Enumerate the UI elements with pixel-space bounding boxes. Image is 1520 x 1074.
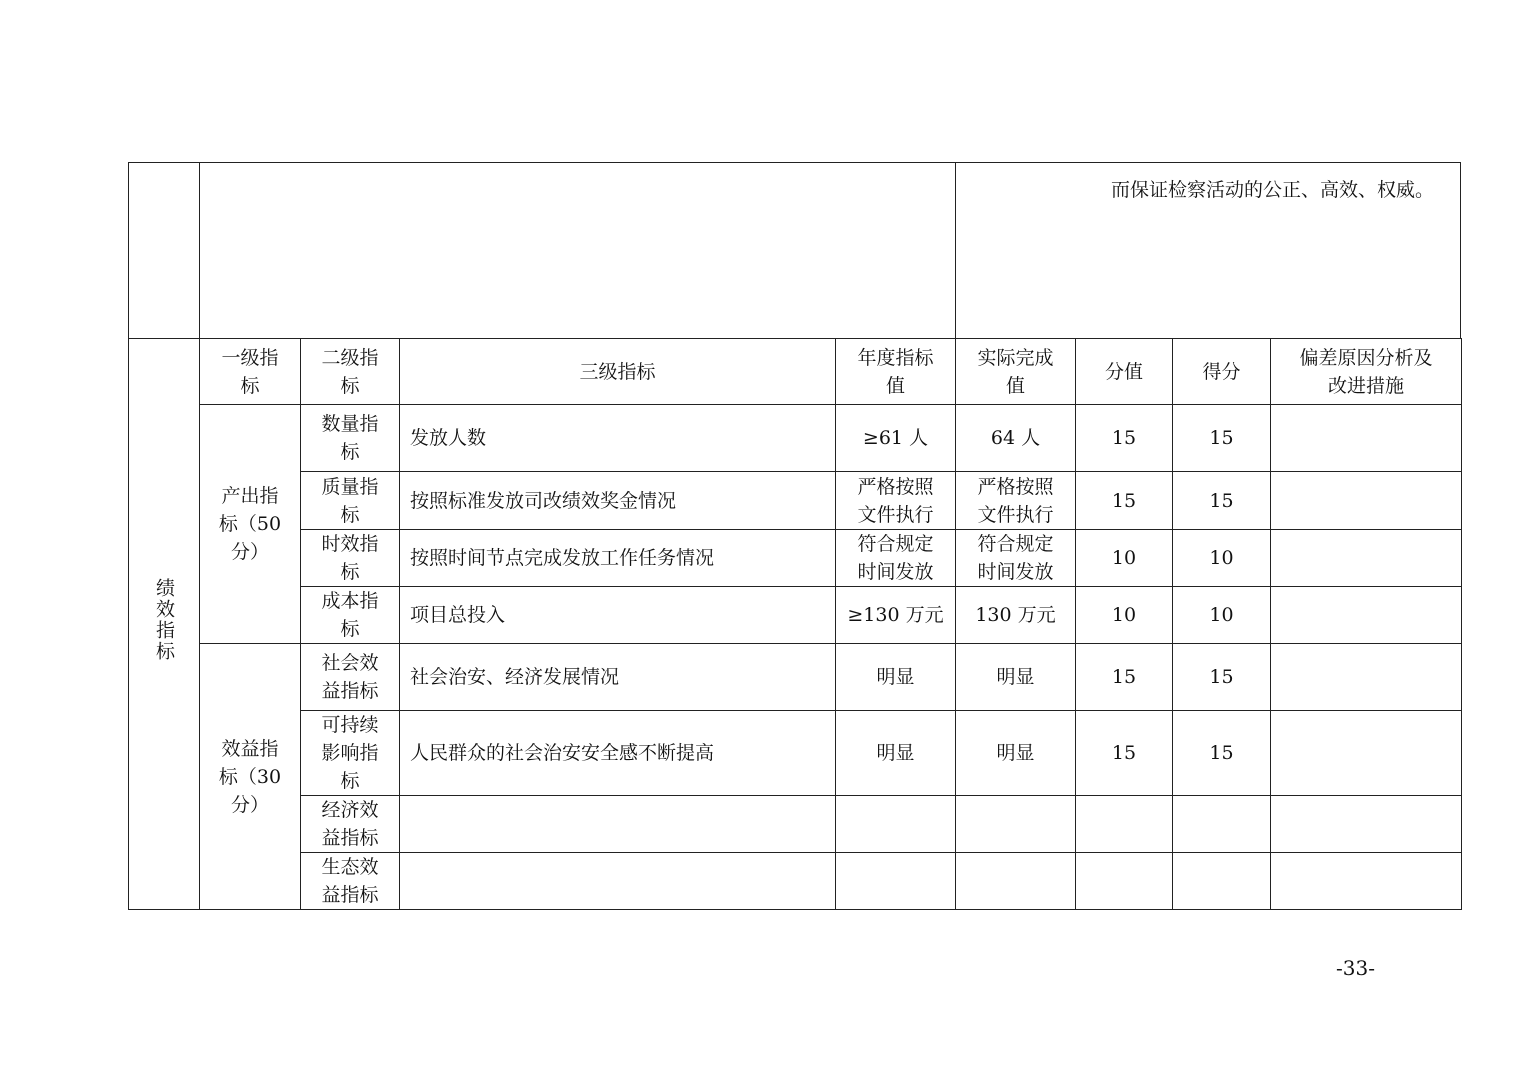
group-label-benefit: 效益指 标（30 分） — [200, 644, 301, 910]
actual-cell: 明显 — [956, 711, 1076, 796]
page-number: -33- — [1336, 956, 1375, 980]
level2-cell: 可持续 影响指 标 — [301, 711, 400, 796]
continuation-text: 而保证检察活动的公正、高效、权威。 — [1110, 179, 1434, 201]
header-score: 得分 — [1173, 339, 1271, 405]
weight-cell: 10 — [1076, 587, 1173, 644]
performance-indicator-table — [128, 338, 1462, 910]
deviation-cell — [1271, 472, 1462, 530]
level2-cell: 成本指 标 — [301, 587, 400, 644]
header-weight: 分值 — [1076, 339, 1173, 405]
table-row — [129, 796, 1462, 853]
weight-cell — [1076, 796, 1173, 853]
score-cell: 10 — [1173, 530, 1271, 587]
actual-cell: 64 人 — [956, 405, 1076, 472]
annual-target-cell: 明显 — [836, 644, 956, 711]
section-label-cell — [129, 339, 200, 910]
level2-cell: 社会效 益指标 — [301, 644, 400, 711]
deviation-cell — [1271, 644, 1462, 711]
deviation-cell — [1271, 853, 1462, 910]
score-cell: 15 — [1173, 405, 1271, 472]
table-row — [129, 644, 1462, 711]
level2-cell: 时效指 标 — [301, 530, 400, 587]
section-label: 绩效指标 — [153, 578, 175, 662]
deviation-cell — [1271, 587, 1462, 644]
level3-cell: 人民群众的社会治安安全感不断提高 — [400, 711, 836, 796]
weight-cell: 10 — [1076, 530, 1173, 587]
actual-cell — [956, 796, 1076, 853]
weight-cell: 15 — [1076, 644, 1173, 711]
annual-target-cell — [836, 796, 956, 853]
level3-cell: 社会治安、经济发展情况 — [400, 644, 836, 711]
header-level1: 一级指 标 — [200, 339, 301, 405]
actual-cell: 130 万元 — [956, 587, 1076, 644]
level3-cell: 按照标准发放司改绩效奖金情况 — [400, 472, 836, 530]
divider — [199, 163, 200, 338]
level2-cell: 经济效 益指标 — [301, 796, 400, 853]
annual-target-cell — [836, 853, 956, 910]
table-row — [129, 853, 1462, 910]
score-cell: 15 — [1173, 644, 1271, 711]
level2-cell: 数量指 标 — [301, 405, 400, 472]
annual-target-cell: ≥130 万元 — [836, 587, 956, 644]
actual-cell: 符合规定 时间发放 — [956, 530, 1076, 587]
actual-cell: 明显 — [956, 644, 1076, 711]
header-deviation: 偏差原因分析及 改进措施 — [1271, 339, 1462, 405]
deviation-cell — [1271, 530, 1462, 587]
weight-cell: 15 — [1076, 405, 1173, 472]
level2-cell: 生态效 益指标 — [301, 853, 400, 910]
group-label-output: 产出指 标（50 分） — [200, 405, 301, 644]
score-cell: 15 — [1173, 711, 1271, 796]
weight-cell — [1076, 853, 1173, 910]
deviation-cell — [1271, 405, 1462, 472]
actual-cell: 严格按照 文件执行 — [956, 472, 1076, 530]
level3-cell: 项目总投入 — [400, 587, 836, 644]
divider — [955, 163, 956, 338]
annual-target-cell: 符合规定 时间发放 — [836, 530, 956, 587]
score-cell: 10 — [1173, 587, 1271, 644]
annual-target-cell: 明显 — [836, 711, 956, 796]
weight-cell: 15 — [1076, 711, 1173, 796]
header-level3: 三级指标 — [400, 339, 836, 405]
header-actual: 实际完成 值 — [956, 339, 1076, 405]
level3-cell — [400, 796, 836, 853]
deviation-cell — [1271, 711, 1462, 796]
continuation-block — [128, 162, 1461, 338]
table-row — [129, 711, 1462, 796]
table-row — [129, 405, 1462, 472]
header-row — [129, 339, 1462, 405]
level3-cell — [400, 853, 836, 910]
header-level2: 二级指 标 — [301, 339, 400, 405]
deviation-cell — [1271, 796, 1462, 853]
score-cell: 15 — [1173, 472, 1271, 530]
level3-cell: 发放人数 — [400, 405, 836, 472]
score-cell — [1173, 796, 1271, 853]
annual-target-cell: 严格按照 文件执行 — [836, 472, 956, 530]
table-row — [129, 472, 1462, 530]
actual-cell — [956, 853, 1076, 910]
weight-cell: 15 — [1076, 472, 1173, 530]
header-annual-target: 年度指标 值 — [836, 339, 956, 405]
score-cell — [1173, 853, 1271, 910]
table-row — [129, 587, 1462, 644]
table-row — [129, 530, 1462, 587]
level3-cell: 按照时间节点完成发放工作任务情况 — [400, 530, 836, 587]
annual-target-cell: ≥61 人 — [836, 405, 956, 472]
level2-cell: 质量指 标 — [301, 472, 400, 530]
